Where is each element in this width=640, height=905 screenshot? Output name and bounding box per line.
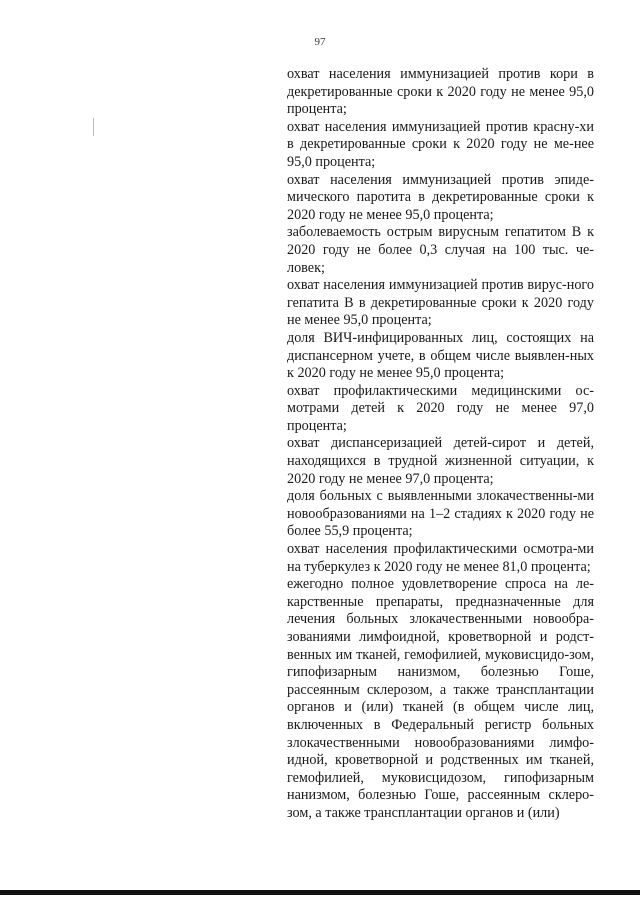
paragraph: охват диспансеризацией детей-сирот и детей, находящихся в трудной жизненной ситуации, к 2020 году не менее 97,0 процента;	[287, 435, 594, 487]
paragraph: заболеваемость острым вирусным гепатитом В к 2020 году не более 0,3 случая на 100 тыс. че-ловек;	[287, 224, 594, 276]
paragraph: доля больных с выявленными злокачественны-ми новообразованиями на 1–2 стадиях к 2020 году не более 55,9 процента;	[287, 488, 594, 540]
document-body	[287, 66, 594, 823]
paragraph: ежегодно полное удовлетворение спроса на ле-карственные препараты, предназначенные для лечения больных злокачественными новообра-зованиями лимфоидной, кроветворной и родст-венных им тканей, гемофилией, муковисцидо-зом, гипофизарным нанизмом, болезнью Гоше, рассеянным склерозом, а также трансплантации органов и (или) тканей (в общем числе лиц, включенных в Федеральный регистр больных злокачественными новообразованиями лимфо-идной, кроветворной и родственных им тканей, гемофилией, муковисцидозом, гипофизарным нанизмом, болезнью Гоше, рассеянным склеро-зом, а также трансплантации органов и (или)	[287, 576, 594, 821]
paragraph: охват профилактическими медицинскими ос-мотрами детей к 2020 году не менее 97,0 процента;	[287, 382, 594, 434]
page-bottom-border	[0, 890, 640, 895]
paragraph: доля ВИЧ-инфицированных лиц, состоящих на диспансерном учете, в общем числе выявлен-ных к 2020 году не менее 95,0 процента;	[287, 329, 594, 382]
margin-mark	[93, 118, 94, 136]
paragraph: охват населения иммунизацией против эпиде-мического паротита в декретированные сроки к 2020 году не менее 95,0 процента;	[287, 171, 594, 223]
paragraph: охват населения профилактическими осмотра-ми на туберкулез к 2020 году не менее 81,0 процента;	[287, 541, 594, 575]
paragraph: охват населения иммунизацией против кори в декретированные сроки к 2020 году не менее 95,0 процента;	[287, 66, 594, 118]
paragraph: охват населения иммунизацией против красну-хи в декретированные сроки к 2020 году не ме-нее 95,0 процента;	[287, 118, 594, 170]
paragraph: охват населения иммунизацией против вирус-ного гепатита В в декретированные сроки к 2020 году не менее 95,0 процента;	[287, 277, 594, 329]
page-number: 97	[314, 36, 326, 48]
